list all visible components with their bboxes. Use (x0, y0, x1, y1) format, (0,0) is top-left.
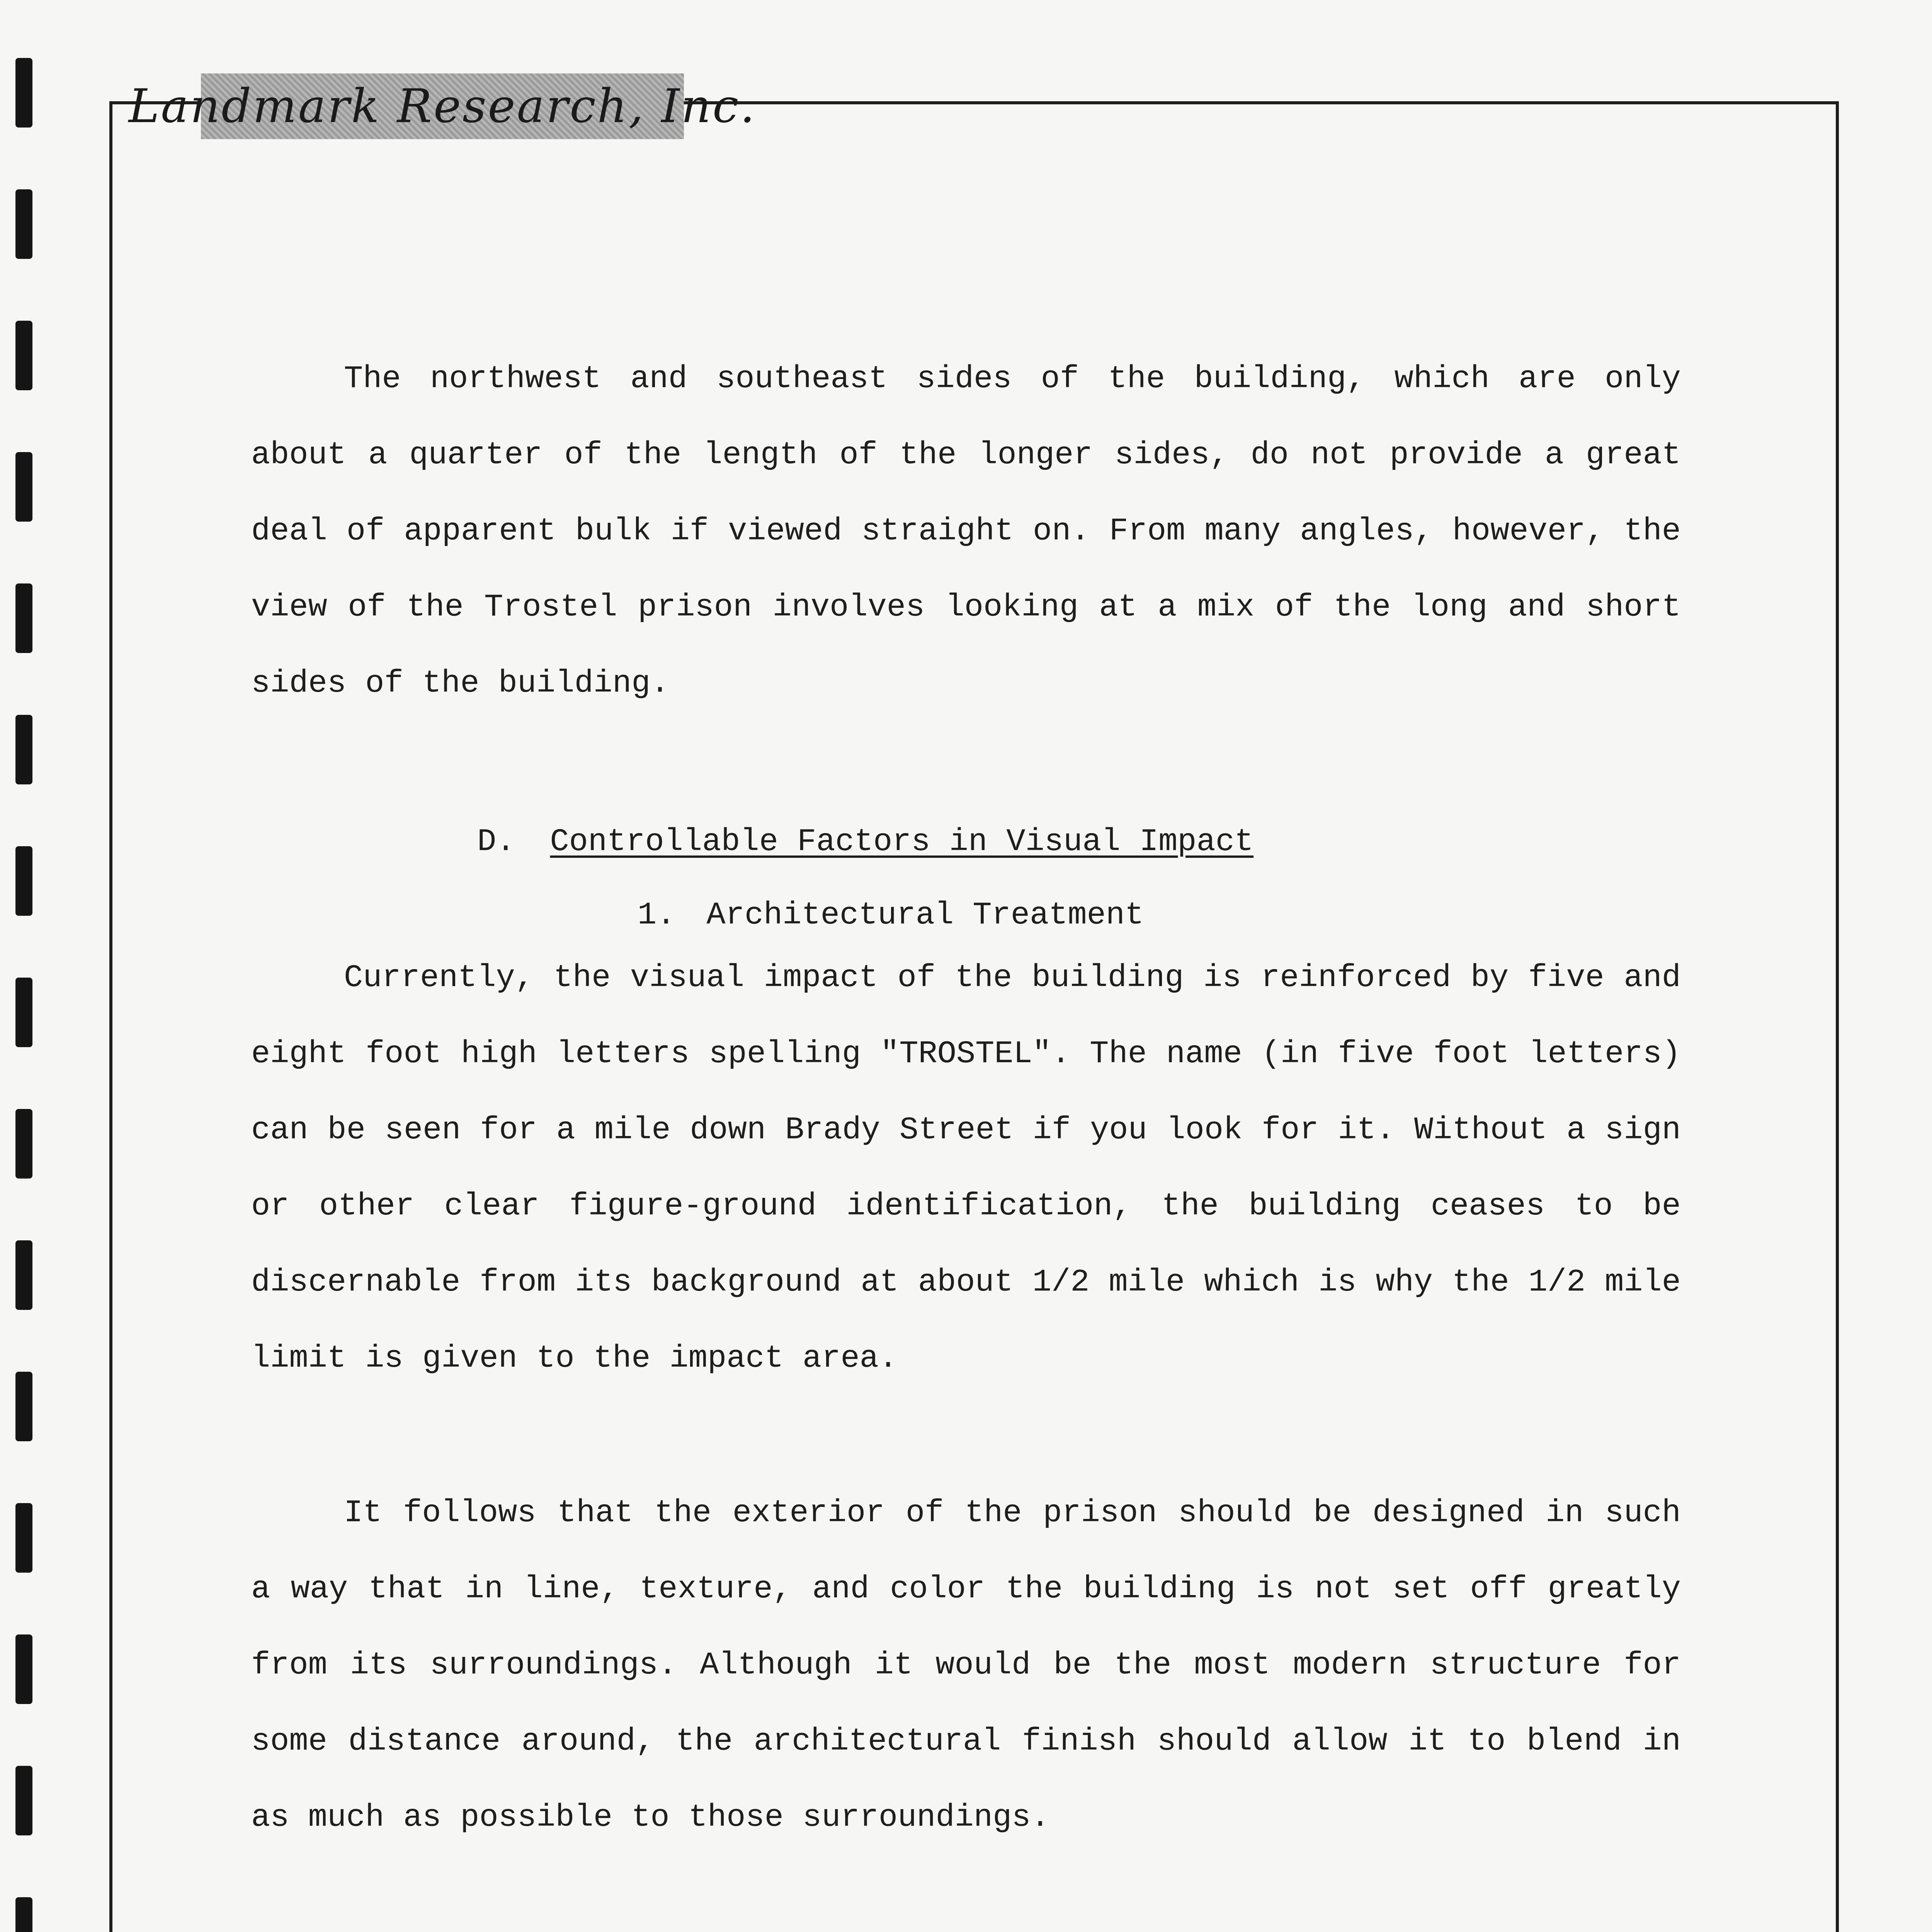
punch-hole (15, 58, 32, 128)
paragraph-exterior-design: It follows that the exterior of the prison should be designed in such a way that in line, texture, and color the building is not set off greatly from its surroundings. Although it would be the most modern structure for some distance around, the architectural finish should allow it to blend in as much as possible to those surroundings. (251, 1495, 1681, 1835)
binding-punch-holes (15, 58, 35, 1932)
subsection-number: 1. (638, 897, 676, 933)
punch-hole (15, 715, 32, 784)
punch-hole (15, 1240, 32, 1310)
punch-hole (15, 1766, 32, 1835)
punch-hole (15, 1897, 32, 1932)
punch-hole (15, 1503, 32, 1573)
punch-hole (15, 846, 32, 916)
punch-hole (15, 321, 32, 390)
punch-hole (15, 1109, 32, 1179)
section-letter: D. (477, 824, 515, 860)
section-heading (477, 804, 1253, 880)
paragraph-building-sides: The northwest and southeast sides of the building, which are only about a quarter of the length of the longer sides, do not provide a great deal of apparent bulk if viewed straight on. From many angles, however, the view of the Trostel prison involves looking at a mix of the long and short sides of the building. (251, 361, 1681, 701)
paragraph-visual-impact: Currently, the visual impact of the building is reinforced by five and eight foot high letters spelling "TROSTEL". The name (in five foot letters) can be seen for a mile down Brady Street if you look for it. Without a sign or other clear figure-ground identification, the building ceases to be discernable from its background at about 1/2 mile which is why the 1/2 mile limit is given to the impact area. (251, 960, 1681, 1376)
punch-hole (15, 1372, 32, 1441)
section-title: Controllable Factors in Visual Impact (550, 824, 1254, 860)
punch-hole (15, 583, 32, 653)
letterhead-logo (128, 73, 757, 139)
punch-hole (15, 189, 32, 259)
punch-hole (15, 452, 32, 522)
company-name: Landmark Research, Inc. (128, 79, 757, 133)
punch-hole (15, 978, 32, 1047)
punch-hole (15, 1634, 32, 1704)
subsection-title: Architectural Treatment (706, 897, 1144, 933)
